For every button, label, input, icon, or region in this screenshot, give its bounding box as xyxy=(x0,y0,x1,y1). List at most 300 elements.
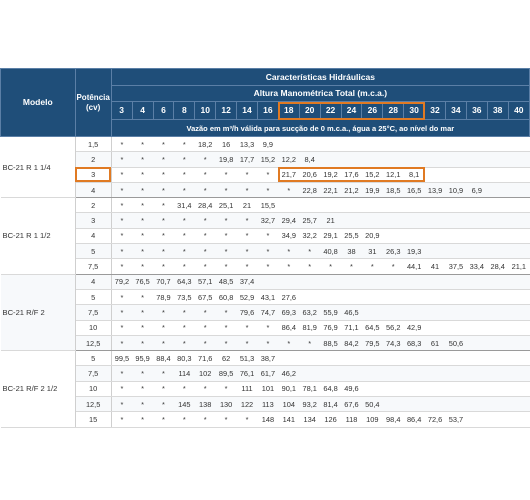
flow-cell: * xyxy=(132,137,153,152)
flow-cell xyxy=(425,397,446,412)
flow-cell xyxy=(487,320,508,335)
flow-cell: 22,8 xyxy=(299,182,320,197)
flow-cell: * xyxy=(111,305,132,320)
flow-cell: 17,7 xyxy=(237,152,258,167)
model-name: BC-21 R 1 1/4 xyxy=(1,137,76,198)
highlight-heights xyxy=(278,102,424,120)
flow-cell: * xyxy=(320,259,341,274)
table-row xyxy=(1,244,530,259)
flow-cell xyxy=(466,274,487,289)
flow-cell: * xyxy=(195,244,216,259)
flow-cell: 31,4 xyxy=(174,198,195,213)
flow-cell: * xyxy=(132,213,153,228)
header-height-34: 34 xyxy=(445,102,466,120)
flow-cell: * xyxy=(111,198,132,213)
flow-cell xyxy=(487,397,508,412)
flow-cell: 141 xyxy=(278,412,299,427)
flow-cell: 15,2 xyxy=(257,152,278,167)
flow-cell: * xyxy=(237,228,258,243)
table-row xyxy=(1,397,530,412)
flow-cell: 19,9 xyxy=(362,182,383,197)
flow-cell: 19,3 xyxy=(404,244,425,259)
table-row xyxy=(1,335,530,350)
flow-cell xyxy=(425,274,446,289)
flow-cell xyxy=(487,351,508,366)
header-height-8: 8 xyxy=(174,102,195,120)
flow-cell: * xyxy=(299,259,320,274)
flow-cell: * xyxy=(278,335,299,350)
flow-cell xyxy=(466,366,487,381)
header-hydraulic: Características Hidráulicas xyxy=(111,69,529,86)
flow-cell: 8,1 xyxy=(404,167,425,182)
flow-cell xyxy=(425,198,446,213)
header-height-40: 40 xyxy=(508,102,529,120)
flow-cell: 64,3 xyxy=(174,274,195,289)
flow-cell xyxy=(466,320,487,335)
flow-cell xyxy=(508,351,529,366)
flow-cell: 56,2 xyxy=(383,320,404,335)
flow-cell xyxy=(487,167,508,182)
table-row xyxy=(1,366,530,381)
flow-cell: 38 xyxy=(341,244,362,259)
flow-cell: * xyxy=(257,244,278,259)
flow-cell: * xyxy=(174,213,195,228)
flow-cell xyxy=(487,152,508,167)
flow-cell: * xyxy=(132,259,153,274)
flow-cell xyxy=(445,137,466,152)
flow-cell: * xyxy=(216,244,237,259)
flow-cell xyxy=(299,289,320,304)
flow-cell xyxy=(425,289,446,304)
flow-cell: 69,3 xyxy=(278,305,299,320)
flow-cell: 93,2 xyxy=(299,397,320,412)
flow-cell xyxy=(445,228,466,243)
flow-cell: * xyxy=(237,167,258,182)
flow-cell xyxy=(425,228,446,243)
flow-cell: * xyxy=(111,259,132,274)
flow-cell xyxy=(299,198,320,213)
table-row xyxy=(1,289,530,304)
flow-cell xyxy=(341,152,362,167)
flow-cell: 88,5 xyxy=(320,335,341,350)
flow-cell xyxy=(404,381,425,396)
power-cell: 3 xyxy=(75,213,111,228)
flow-cell: * xyxy=(174,412,195,427)
flow-cell: * xyxy=(111,244,132,259)
flow-cell: 64,8 xyxy=(320,381,341,396)
power-cell: 10 xyxy=(75,320,111,335)
flow-cell: * xyxy=(174,137,195,152)
flow-cell: 81,4 xyxy=(320,397,341,412)
flow-cell: 16 xyxy=(216,137,237,152)
flow-cell xyxy=(466,351,487,366)
flow-cell: 44,1 xyxy=(404,259,425,274)
power-cell: 5 xyxy=(75,351,111,366)
flow-cell: * xyxy=(111,137,132,152)
flow-cell: * xyxy=(216,412,237,427)
flow-cell: 46,2 xyxy=(278,366,299,381)
model-name: BC-21 R/F 2 1/2 xyxy=(1,351,76,427)
flow-cell xyxy=(508,381,529,396)
flow-cell: * xyxy=(195,305,216,320)
flow-cell xyxy=(487,381,508,396)
flow-cell xyxy=(320,274,341,289)
header-height-28: 28 xyxy=(383,102,404,120)
flow-cell xyxy=(487,305,508,320)
power-cell: 5 xyxy=(75,289,111,304)
flow-cell: * xyxy=(153,259,174,274)
header-height-22: 22 xyxy=(320,102,341,120)
flow-cell xyxy=(341,366,362,381)
flow-cell: 20,6 xyxy=(299,167,320,182)
flow-cell: 73,5 xyxy=(174,289,195,304)
flow-cell: 51,3 xyxy=(237,351,258,366)
flow-cell xyxy=(487,366,508,381)
header-height-20: 20 xyxy=(299,102,320,120)
flow-cell: 38,7 xyxy=(257,351,278,366)
flow-cell: 113 xyxy=(257,397,278,412)
flow-cell: 34,9 xyxy=(278,228,299,243)
flow-cell: 8,4 xyxy=(299,152,320,167)
flow-cell: * xyxy=(153,320,174,335)
flow-cell: * xyxy=(132,305,153,320)
flow-cell xyxy=(445,289,466,304)
flow-cell: 17,6 xyxy=(341,167,362,182)
flow-cell: * xyxy=(153,397,174,412)
flow-cell xyxy=(445,198,466,213)
flow-cell: * xyxy=(153,381,174,396)
flow-cell: * xyxy=(132,244,153,259)
flow-cell: 21,7 xyxy=(278,167,299,182)
flow-cell xyxy=(404,137,425,152)
table-row xyxy=(1,228,530,243)
flow-cell: 86,4 xyxy=(404,412,425,427)
flow-cell xyxy=(466,228,487,243)
flow-cell: 62 xyxy=(216,351,237,366)
flow-cell: 79,6 xyxy=(237,305,258,320)
flow-cell: * xyxy=(111,412,132,427)
flow-cell: 79,5 xyxy=(362,335,383,350)
flow-cell: * xyxy=(132,397,153,412)
flow-cell xyxy=(404,351,425,366)
flow-cell: * xyxy=(132,381,153,396)
flow-cell xyxy=(508,198,529,213)
flow-cell: * xyxy=(383,259,404,274)
table-row xyxy=(1,137,530,152)
flow-cell: 88,4 xyxy=(153,351,174,366)
flow-cell xyxy=(466,152,487,167)
flow-cell: 95,9 xyxy=(132,351,153,366)
flow-cell: * xyxy=(111,152,132,167)
flow-cell: 21 xyxy=(237,198,258,213)
flow-cell xyxy=(508,274,529,289)
flow-cell xyxy=(320,137,341,152)
flow-cell: * xyxy=(195,259,216,274)
flow-cell: 40,8 xyxy=(320,244,341,259)
header-height-36: 36 xyxy=(466,102,487,120)
flow-cell: * xyxy=(111,381,132,396)
flow-cell xyxy=(320,366,341,381)
flow-cell: * xyxy=(216,381,237,396)
model-name: BC-21 R 1 1/2 xyxy=(1,198,76,274)
flow-cell: 10,9 xyxy=(445,182,466,197)
flow-cell xyxy=(299,366,320,381)
flow-cell: 48,5 xyxy=(216,274,237,289)
flow-cell xyxy=(487,137,508,152)
flow-cell xyxy=(383,198,404,213)
flow-cell xyxy=(508,289,529,304)
flow-cell xyxy=(425,366,446,381)
flow-cell: 33,4 xyxy=(466,259,487,274)
flow-cell: * xyxy=(257,167,278,182)
flow-cell: 20,9 xyxy=(362,228,383,243)
header-power: Potência (cv) xyxy=(75,69,111,137)
flow-cell xyxy=(404,397,425,412)
flow-cell: 57,1 xyxy=(195,274,216,289)
flow-cell: * xyxy=(153,198,174,213)
flow-cell: * xyxy=(237,244,258,259)
flow-cell: 46,5 xyxy=(341,305,362,320)
flow-cell: * xyxy=(111,366,132,381)
flow-cell xyxy=(445,152,466,167)
flow-cell: 130 xyxy=(216,397,237,412)
flow-cell: 13,3 xyxy=(237,137,258,152)
pump-performance-table xyxy=(0,68,530,428)
flow-cell xyxy=(466,198,487,213)
flow-cell: * xyxy=(153,167,174,182)
flow-cell: 74,3 xyxy=(383,335,404,350)
table-row xyxy=(1,198,530,213)
power-cell: 4 xyxy=(75,228,111,243)
flow-cell: * xyxy=(153,305,174,320)
flow-cell: 101 xyxy=(257,381,278,396)
flow-cell: 126 xyxy=(320,412,341,427)
flow-cell: 81,9 xyxy=(299,320,320,335)
flow-cell xyxy=(445,397,466,412)
flow-cell: 26,3 xyxy=(383,244,404,259)
flow-cell: 72,6 xyxy=(425,412,446,427)
flow-cell xyxy=(466,305,487,320)
flow-cell: 99,5 xyxy=(111,351,132,366)
flow-cell: 148 xyxy=(257,412,278,427)
flow-cell: * xyxy=(195,167,216,182)
flow-cell: 78,1 xyxy=(299,381,320,396)
flow-cell xyxy=(466,244,487,259)
header-height-12: 12 xyxy=(216,102,237,120)
flow-cell: * xyxy=(132,182,153,197)
flow-cell: * xyxy=(132,335,153,350)
flow-cell xyxy=(404,228,425,243)
flow-cell: 37,4 xyxy=(237,274,258,289)
power-cell: 2 xyxy=(75,198,111,213)
power-cell: 1,5 xyxy=(75,137,111,152)
flow-cell: * xyxy=(153,244,174,259)
flow-cell xyxy=(383,228,404,243)
flow-cell xyxy=(341,289,362,304)
power-cell: 5 xyxy=(75,244,111,259)
table-row xyxy=(1,259,530,274)
flow-cell: 27,6 xyxy=(278,289,299,304)
flow-cell: 25,7 xyxy=(299,213,320,228)
table-row xyxy=(1,213,530,228)
flow-cell xyxy=(508,320,529,335)
power-cell: 10 xyxy=(75,381,111,396)
flow-cell: * xyxy=(362,259,383,274)
flow-cell: 118 xyxy=(341,412,362,427)
flow-cell xyxy=(320,289,341,304)
flow-cell: 21,2 xyxy=(341,182,362,197)
flow-cell xyxy=(362,274,383,289)
flow-cell: 49,6 xyxy=(341,381,362,396)
flow-cell: 18,2 xyxy=(195,137,216,152)
flow-cell: * xyxy=(132,412,153,427)
flow-cell: * xyxy=(195,213,216,228)
flow-cell: * xyxy=(216,213,237,228)
highlight-power xyxy=(75,167,111,182)
flow-cell: 50,4 xyxy=(362,397,383,412)
flow-cell: 53,7 xyxy=(445,412,466,427)
flow-cell xyxy=(508,167,529,182)
flow-cell xyxy=(341,274,362,289)
table-row xyxy=(1,320,530,335)
flow-cell xyxy=(445,381,466,396)
flow-cell xyxy=(466,335,487,350)
flow-cell xyxy=(362,305,383,320)
flow-cell: 9,9 xyxy=(257,137,278,152)
flow-cell xyxy=(341,137,362,152)
flow-cell xyxy=(362,366,383,381)
flow-cell: 31 xyxy=(362,244,383,259)
flow-cell xyxy=(487,274,508,289)
flow-cell xyxy=(383,381,404,396)
flow-cell xyxy=(362,213,383,228)
flow-cell: 32,7 xyxy=(257,213,278,228)
flow-cell: * xyxy=(299,244,320,259)
flow-cell: 70,7 xyxy=(153,274,174,289)
flow-cell xyxy=(508,244,529,259)
flow-cell: 15,5 xyxy=(257,198,278,213)
power-cell: 15 xyxy=(75,412,111,427)
flow-cell xyxy=(425,152,446,167)
header-height: Altura Manométrica Total (m.c.a.) xyxy=(111,86,529,102)
flow-cell: * xyxy=(237,335,258,350)
flow-cell: * xyxy=(195,381,216,396)
power-cell: 12,5 xyxy=(75,335,111,350)
header-height-6: 6 xyxy=(153,102,174,120)
table-row xyxy=(1,305,530,320)
flow-cell xyxy=(466,137,487,152)
flow-cell xyxy=(508,152,529,167)
flow-cell: * xyxy=(195,412,216,427)
flow-cell xyxy=(487,412,508,427)
flow-cell: 42,9 xyxy=(404,320,425,335)
flow-cell: 68,3 xyxy=(404,335,425,350)
header-height-4: 4 xyxy=(132,102,153,120)
flow-cell: 55,9 xyxy=(320,305,341,320)
flow-cell: * xyxy=(111,167,132,182)
flow-cell: 21,1 xyxy=(508,259,529,274)
power-cell: 7,5 xyxy=(75,366,111,381)
table-row xyxy=(1,351,530,366)
flow-cell xyxy=(383,137,404,152)
flow-cell: * xyxy=(257,320,278,335)
flow-cell: 84,2 xyxy=(341,335,362,350)
flow-cell xyxy=(487,289,508,304)
flow-cell: 76,5 xyxy=(132,274,153,289)
flow-cell: * xyxy=(174,381,195,396)
flow-cell: * xyxy=(216,228,237,243)
flow-cell: * xyxy=(153,366,174,381)
flow-cell xyxy=(445,167,466,182)
flow-cell: 89,5 xyxy=(216,366,237,381)
flow-cell xyxy=(404,152,425,167)
flow-cell: * xyxy=(174,305,195,320)
flow-cell: * xyxy=(237,213,258,228)
flow-cell: * xyxy=(111,182,132,197)
flow-cell: 28,4 xyxy=(487,259,508,274)
flow-cell: 16,5 xyxy=(404,182,425,197)
flow-cell xyxy=(362,198,383,213)
flow-cell: * xyxy=(132,228,153,243)
flow-cell xyxy=(487,213,508,228)
flow-cell xyxy=(425,137,446,152)
flow-cell xyxy=(320,152,341,167)
flow-cell: 12,1 xyxy=(383,167,404,182)
flow-cell xyxy=(404,305,425,320)
flow-cell xyxy=(425,305,446,320)
pump-performance-table-area xyxy=(0,68,527,440)
header-height-32: 32 xyxy=(425,102,446,120)
flow-cell: 60,8 xyxy=(216,289,237,304)
flow-cell: * xyxy=(174,167,195,182)
flow-cell xyxy=(383,366,404,381)
flow-cell: * xyxy=(153,152,174,167)
flow-cell: 37,5 xyxy=(445,259,466,274)
flow-cell xyxy=(299,137,320,152)
flow-cell xyxy=(487,335,508,350)
power-cell: 3 xyxy=(75,167,111,182)
flow-cell xyxy=(383,213,404,228)
flow-cell: * xyxy=(195,152,216,167)
flow-cell: * xyxy=(111,335,132,350)
flow-cell: 102 xyxy=(195,366,216,381)
flow-cell: 12,2 xyxy=(278,152,299,167)
flow-cell: * xyxy=(216,335,237,350)
flow-cell xyxy=(383,289,404,304)
flow-cell xyxy=(445,320,466,335)
flow-cell xyxy=(425,381,446,396)
flow-cell: * xyxy=(174,320,195,335)
highlight-row xyxy=(278,167,424,182)
power-cell: 7,5 xyxy=(75,305,111,320)
flow-cell xyxy=(445,213,466,228)
flow-cell: 21 xyxy=(320,213,341,228)
flow-cell: * xyxy=(278,244,299,259)
header-height-10: 10 xyxy=(195,102,216,120)
flow-cell: * xyxy=(278,182,299,197)
table-row xyxy=(1,381,530,396)
flow-cell xyxy=(425,351,446,366)
flow-cell: * xyxy=(153,137,174,152)
flow-cell xyxy=(383,305,404,320)
flow-cell: 63,2 xyxy=(299,305,320,320)
flow-cell: * xyxy=(153,213,174,228)
flow-cell: 28,4 xyxy=(195,198,216,213)
flow-cell xyxy=(425,244,446,259)
flow-cell xyxy=(508,182,529,197)
flow-cell xyxy=(508,228,529,243)
flow-cell xyxy=(445,366,466,381)
